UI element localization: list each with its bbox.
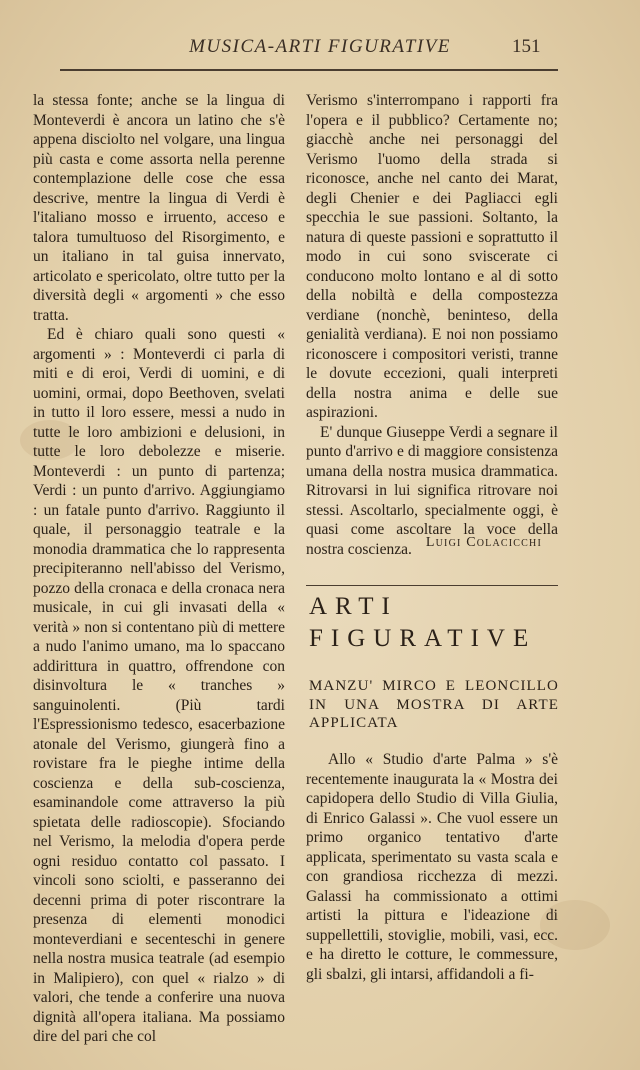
right-column bbox=[306, 91, 558, 559]
left-column bbox=[33, 91, 285, 1047]
section-title bbox=[309, 591, 561, 655]
section-title-line: ARTI bbox=[309, 593, 398, 620]
paragraph: Ed è chiaro quali sono questi « argomenti » : Monteverdi ci parla di miti e di eroi, Verdi di uomini, e di uomini, ormai, dopo Beethoven, svelati in tutto il loro essere, messi a nudo in tutte le loro ambizioni e delusioni, in tutte le loro debolezze e miserie. Monteverdi : un punto di partenza; Verdi : un punto d'arrivo. Aggiungiamo : un fatale punto d'arrivo. Raggiunto il quale, il personaggio teatrale e la monodia drammatica che lo rappresenta precipiteranno nell'abisso del Verismo, pozzo della cronaca e della cronaca nera musicale, in cui gli invasati della « verità » non si contentano più di mettere a nudo l'animo umano, ma lo spaccano addirittura in quattro, offrendone con disinvoltura le « tranches » sanguinolenti. (Più tardi l'Espressionismo tedesco, esacerbazione atonale del Verismo, giungerà fino a rovistare fra le pieghe intime della coscienza e della sub-coscienza, esaminandole come attraverso la più spietata delle radioscopie). Sfociando nel Verismo, la melodia d'opera perde ogni residuo contatto col passato. I vincoli sono sciolti, e passeranno dei decenni prima di poter riscontrare la presenza di elementi monodici monteverdiani e secenteschi in genere nella nostra musica teatrale (ad esempio in Malipiero), con quel « rialzo » di valori, che tende a conferire una nuova dignità all'opera italiana. Ma possiamo dire del pari che col bbox=[33, 326, 285, 1045]
paragraph: la stessa fonte; anche se la lingua di Monteverdi è ancora un latino che s'è appena disciolto nel volgare, una lingua più casta e come assorta nella perenne contemplazione delle cose che essa descrive, mentre la lingua di Verdi è l'italiano mosso e irruento, acceso e talora tumultuoso del Risorgimento, e un italiano in tal guisa innervato, articolato e spericolato, oltre tutto per la diversità degli « argomenti » che esso tratta. bbox=[33, 92, 285, 324]
header-rule bbox=[60, 69, 558, 71]
paragraph: Verismo s'interrompano i rapporti fra l'opera e il pubblico? Certamente no; giacchè anche nei personaggi del Verismo l'uomo della strada si riconosce, anche nel canto dei Marat, degli Chenier e dei Pagliacci egli specchia le sue passioni. Soltanto, la natura di queste passioni e soprattutto il modo in cui sono sviscerate ci conducono molto lontano e al di sotto della nobiltà e della compostezza verdiane (nonchè, beninteso, della genialità verdiana). E noi non possiamo riconoscere i compositori veristi, tranne le dovute eccezioni, quali interpreti della nostra anima e delle sue aspirazioni. bbox=[306, 92, 558, 421]
article-title: MANZU' MIRCO E LEONCILLO IN UNA MOSTRA DI ARTE APPLICATA bbox=[309, 678, 559, 731]
author-signature bbox=[400, 535, 542, 551]
section-title-line: FIGURATIVE bbox=[309, 625, 537, 652]
paragraph: Allo « Studio d'arte Palma » s'è recentemente inaugurata la « Mostra dei capidopera dello Studio di Villa Giulia, di Enrico Galassi ». Che vuol essere un primo organico tentativo d'arte applicata, sperimentato su vasta scala e con grandiosa ricchezza di mezzi. Galassi ha commissionato a ottimi artisti la pittura e l'ideazione di suppellettili, stoviglie, mobili, vasi, ecc. e ha diretto le cotture, le commessure, gli sbalzi, gli intarsi, affidandoli a fi- bbox=[306, 751, 558, 983]
article-body bbox=[306, 750, 558, 984]
section-rule bbox=[306, 585, 558, 586]
paragraph: E' dunque Giuseppe Verdi a segnare il punto d'arrivo e di maggiore consistenza umana della nostra musica drammatica. Ritrovarsi in lui significa ritrovare noi stessi. Ascoltarlo, specialmente oggi, è quasi come ascoltare la voce della nostra coscienza. bbox=[306, 423, 558, 558]
running-title: MUSICA-ARTI FIGURATIVE bbox=[189, 36, 451, 57]
author-name: Luigi Colacicchi bbox=[425, 535, 542, 550]
page-number: 151 bbox=[512, 36, 541, 57]
